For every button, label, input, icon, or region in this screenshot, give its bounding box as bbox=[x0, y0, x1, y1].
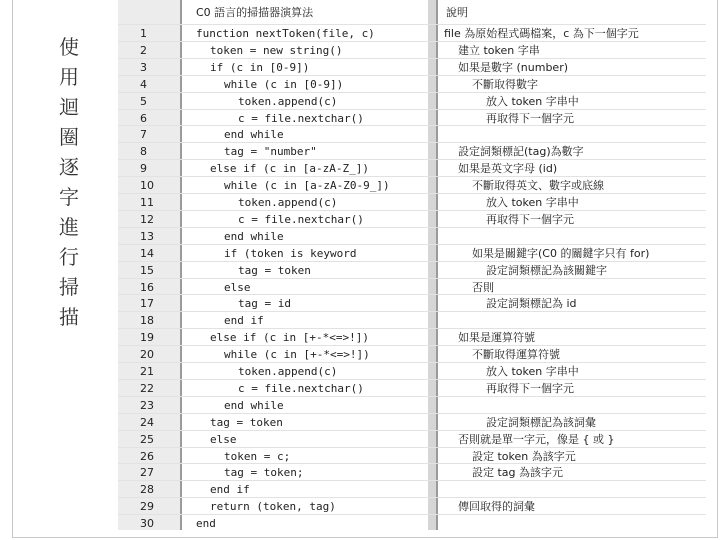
code-line: while (c in [0-9]) bbox=[224, 77, 344, 91]
table-row bbox=[118, 42, 706, 59]
table-row bbox=[118, 295, 706, 312]
table-row bbox=[118, 464, 706, 481]
line-number: 25 bbox=[140, 432, 154, 446]
title-char: 迴 bbox=[59, 95, 79, 119]
table-row bbox=[118, 515, 706, 532]
description-line: 如果是運算符號 bbox=[458, 331, 535, 345]
code-line: while (c in [+-*<=>!]) bbox=[224, 348, 370, 362]
description-line: 再取得下一個字元 bbox=[486, 212, 574, 226]
description-line: 否則 bbox=[472, 280, 494, 294]
code-line: tag = token; bbox=[224, 466, 304, 480]
title-char: 用 bbox=[59, 65, 79, 89]
table-row bbox=[118, 160, 706, 177]
table-row bbox=[118, 312, 706, 329]
line-number: 10 bbox=[140, 179, 154, 193]
code-line: else bbox=[210, 432, 237, 446]
table-row bbox=[118, 498, 706, 515]
code-line: if (token is keyword bbox=[224, 246, 357, 260]
table-row bbox=[118, 143, 706, 160]
code-line: end while bbox=[224, 229, 284, 243]
description-line: 設定詞類標記為 id bbox=[486, 297, 577, 311]
table-row bbox=[118, 126, 706, 143]
vertical-title bbox=[54, 32, 84, 332]
description-line: 放入 token 字串中 bbox=[486, 94, 579, 108]
table-row bbox=[118, 110, 706, 127]
line-number: 27 bbox=[140, 466, 154, 480]
line-number: 16 bbox=[140, 280, 154, 294]
title-char: 進 bbox=[59, 215, 79, 239]
table-row bbox=[118, 279, 706, 296]
code-line: token.append(c) bbox=[238, 196, 338, 209]
code-line: while (c in [a-zA-Z0-9_]) bbox=[224, 179, 390, 193]
table-row bbox=[118, 211, 706, 228]
table-row bbox=[118, 228, 706, 245]
code-line: token.append(c) bbox=[238, 365, 338, 378]
line-number: 24 bbox=[140, 415, 154, 429]
line-number: 17 bbox=[140, 297, 154, 311]
title-char: 圈 bbox=[59, 125, 79, 149]
description-header: 說明 bbox=[446, 6, 468, 19]
table-row bbox=[118, 448, 706, 465]
line-number: 5 bbox=[140, 94, 147, 108]
line-number: 19 bbox=[140, 331, 154, 345]
line-number: 12 bbox=[140, 212, 154, 226]
line-number: 14 bbox=[140, 246, 154, 260]
code-line: tag = "number" bbox=[224, 145, 317, 159]
table-row bbox=[118, 329, 706, 346]
description-line: 設定 tag 為該字元 bbox=[472, 466, 564, 480]
table-row bbox=[118, 76, 706, 93]
line-number: 29 bbox=[140, 500, 154, 514]
code-line: c = file.nextchar() bbox=[238, 111, 364, 125]
description-line: 放入 token 字串中 bbox=[486, 196, 579, 209]
table-row bbox=[118, 414, 706, 431]
code-line: tag = token bbox=[210, 415, 283, 429]
table-row bbox=[118, 363, 706, 380]
title-char: 掃 bbox=[59, 275, 79, 299]
description-line: 不斷取得英文、數字或底線 bbox=[472, 179, 604, 193]
code-line: else if (c in [+-*<=>!]) bbox=[210, 331, 369, 345]
line-number: 18 bbox=[140, 314, 154, 328]
code-line: end if bbox=[210, 483, 250, 497]
description-line: 設定詞類標記為該關鍵字 bbox=[486, 263, 607, 277]
description-line: 放入 token 字串中 bbox=[486, 365, 579, 378]
code-line: function nextToken(file, c) bbox=[196, 27, 375, 40]
description-line: 建立 token 字串 bbox=[458, 43, 540, 57]
line-number: 1 bbox=[140, 27, 147, 40]
line-number: 11 bbox=[140, 196, 154, 209]
table-row bbox=[118, 93, 706, 110]
table-row bbox=[118, 262, 706, 279]
line-number: 13 bbox=[140, 229, 154, 243]
description-line: file 為原始程式碼檔案，c 為下一個字元 bbox=[444, 27, 639, 40]
line-number: 15 bbox=[140, 263, 154, 277]
table-row bbox=[118, 481, 706, 498]
line-number: 3 bbox=[140, 60, 147, 74]
description-line: 傳回取得的詞彙 bbox=[458, 500, 535, 514]
line-number: 4 bbox=[140, 77, 147, 91]
code-line: end bbox=[196, 517, 216, 531]
code-line: end if bbox=[224, 314, 264, 328]
code-header: C0 語言的掃描器演算法 bbox=[196, 6, 314, 19]
line-number: 20 bbox=[140, 348, 154, 362]
description-line: 設定 token 為該字元 bbox=[472, 449, 576, 463]
line-number: 9 bbox=[140, 162, 147, 176]
description-line: 如果是英文字母 (id) bbox=[458, 162, 558, 176]
line-number: 7 bbox=[140, 128, 147, 142]
line-number: 28 bbox=[140, 483, 154, 497]
table-row bbox=[118, 346, 706, 363]
code-line: c = file.nextchar() bbox=[238, 381, 364, 395]
line-number: 8 bbox=[140, 145, 147, 159]
line-number: 30 bbox=[140, 517, 154, 531]
description-line: 再取得下一個字元 bbox=[486, 381, 574, 395]
code-line: else if (c in [a-zA-Z_]) bbox=[210, 162, 369, 176]
table-row bbox=[118, 431, 706, 448]
code-line: tag = token bbox=[238, 263, 311, 277]
description-line: 如果是關鍵字(C0 的關鍵字只有 for) bbox=[472, 246, 650, 260]
code-line: else bbox=[224, 280, 251, 294]
code-line: token = new string() bbox=[210, 43, 343, 57]
description-line: 否則就是單一字元，像是 { 或 } bbox=[458, 432, 615, 446]
description-line: 設定詞類標記(tag)為數字 bbox=[458, 145, 584, 159]
title-char: 逐 bbox=[59, 155, 79, 179]
line-number: 21 bbox=[140, 365, 154, 378]
description-line: 如果是數字 (number) bbox=[458, 60, 569, 74]
table-row bbox=[118, 177, 706, 194]
code-line: if (c in [0-9]) bbox=[210, 60, 310, 74]
title-char: 字 bbox=[59, 185, 79, 209]
title-char: 行 bbox=[59, 245, 79, 269]
line-number: 26 bbox=[140, 449, 154, 463]
code-line: c = file.nextchar() bbox=[238, 212, 364, 226]
title-char: 使 bbox=[59, 35, 79, 59]
line-number: 2 bbox=[140, 43, 147, 57]
line-number: 6 bbox=[140, 111, 147, 125]
table-row bbox=[118, 397, 706, 414]
description-line: 不斷取得運算符號 bbox=[472, 348, 560, 362]
table-row bbox=[118, 25, 706, 42]
table-row bbox=[118, 194, 706, 211]
line-number: 23 bbox=[140, 398, 154, 412]
line-number: 22 bbox=[140, 381, 154, 395]
code-line: end while bbox=[224, 398, 284, 412]
code-line: tag = id bbox=[238, 297, 291, 311]
code-line: token.append(c) bbox=[238, 94, 338, 108]
code-line: token = c; bbox=[224, 449, 291, 463]
description-line: 設定詞類標記為該詞彙 bbox=[486, 415, 596, 429]
description-line: 不斷取得數字 bbox=[472, 77, 538, 91]
description-line: 再取得下一個字元 bbox=[486, 111, 574, 125]
table-row bbox=[118, 59, 706, 76]
title-char: 描 bbox=[59, 305, 79, 329]
code-line: return (token, tag) bbox=[210, 500, 336, 514]
code-line: end while bbox=[224, 128, 284, 142]
table-row bbox=[118, 380, 706, 397]
table-row bbox=[118, 245, 706, 262]
